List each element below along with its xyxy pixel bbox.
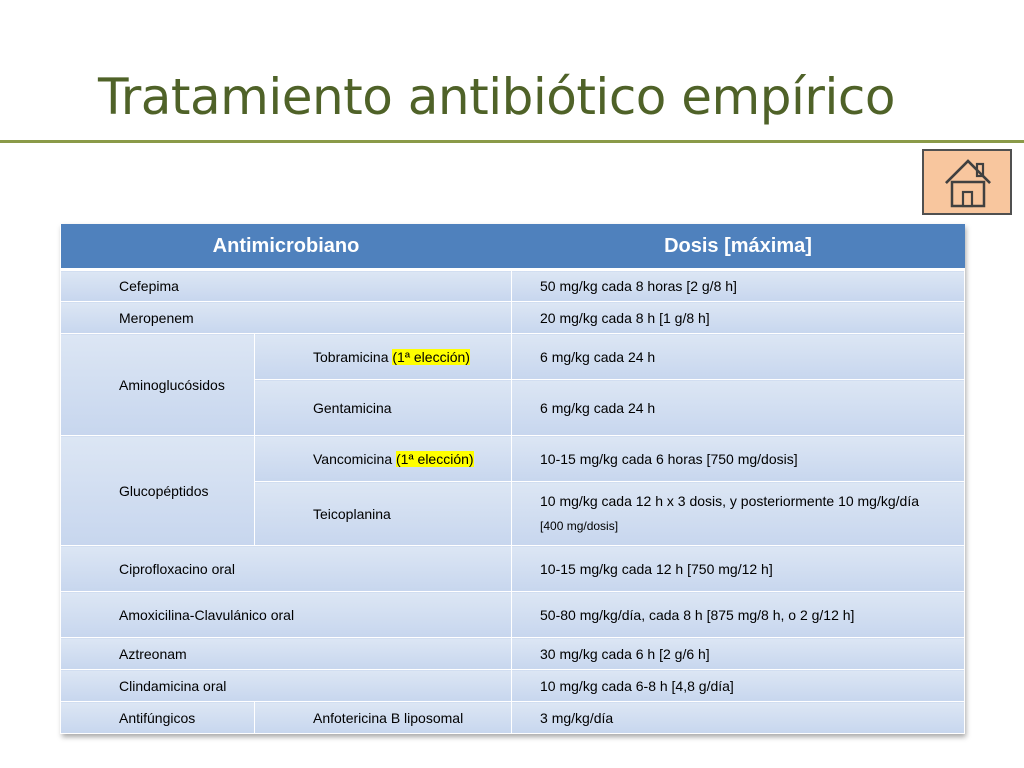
title-divider [0, 140, 1024, 143]
first-choice-highlight: (1ª elección) [396, 450, 474, 467]
table-row [61, 302, 965, 334]
drug-cell: Anfotericina B liposomal [255, 702, 512, 734]
dose-cell: 10-15 mg/kg cada 12 h [750 mg/12 h] [512, 546, 965, 592]
dose-cell [512, 482, 965, 546]
drug-cell: Gentamicina [255, 380, 512, 436]
antibiotic-table-container [60, 224, 964, 734]
dose-cell: 10 mg/kg cada 6-8 h [4,8 g/día] [512, 670, 965, 702]
drug-name: Tobramicina [313, 348, 393, 365]
group-cell: Glucopéptidos [61, 436, 255, 546]
table-row [61, 592, 965, 638]
header-dosis: Dosis [máxima] [512, 224, 965, 270]
drug-cell [255, 334, 512, 380]
table-row [61, 334, 965, 380]
dose-cell: 50 mg/kg cada 8 horas [2 g/8 h] [512, 270, 965, 302]
table-row [61, 702, 965, 734]
drug-name: Vancomicina [313, 450, 397, 467]
drug-cell [255, 436, 512, 482]
table-row [61, 670, 965, 702]
dose-text: 10 mg/kg cada 12 h x 3 dosis, y posteriormente 10 mg/kg/día [540, 493, 919, 509]
table-header-row [61, 224, 965, 270]
header-antimicrobiano: Antimicrobiano [61, 224, 512, 270]
table-row [61, 638, 965, 670]
home-button[interactable] [922, 149, 1012, 215]
table-row [61, 546, 965, 592]
home-icon [943, 157, 993, 209]
drug-cell: Amoxicilina-Clavulánico oral [61, 592, 512, 638]
group-cell: Antifúngicos [61, 702, 255, 734]
drug-cell: Aztreonam [61, 638, 512, 670]
dose-max: [400 mg/dosis] [540, 519, 619, 533]
dose-cell: 3 mg/kg/día [512, 702, 965, 734]
drug-cell: Clindamicina oral [61, 670, 512, 702]
table-row [61, 270, 965, 302]
drug-cell: Teicoplanina [255, 482, 512, 546]
drug-cell: Meropenem [61, 302, 512, 334]
slide-title: Tratamiento antibiótico empírico [98, 68, 895, 126]
dose-cell: 6 mg/kg cada 24 h [512, 380, 965, 436]
dose-cell: 30 mg/kg cada 6 h [2 g/6 h] [512, 638, 965, 670]
dose-cell: 6 mg/kg cada 24 h [512, 334, 965, 380]
antibiotic-table [60, 224, 965, 734]
group-cell: Aminoglucósidos [61, 334, 255, 436]
dose-cell: 10-15 mg/kg cada 6 horas [750 mg/dosis] [512, 436, 965, 482]
table-row [61, 436, 965, 482]
first-choice-highlight: (1ª elección) [392, 348, 470, 365]
drug-cell: Ciprofloxacino oral [61, 546, 512, 592]
drug-cell: Cefepima [61, 270, 512, 302]
dose-cell: 50-80 mg/kg/día, cada 8 h [875 mg/8 h, o 2 g/12 h] [512, 592, 965, 638]
dose-cell: 20 mg/kg cada 8 h [1 g/8 h] [512, 302, 965, 334]
